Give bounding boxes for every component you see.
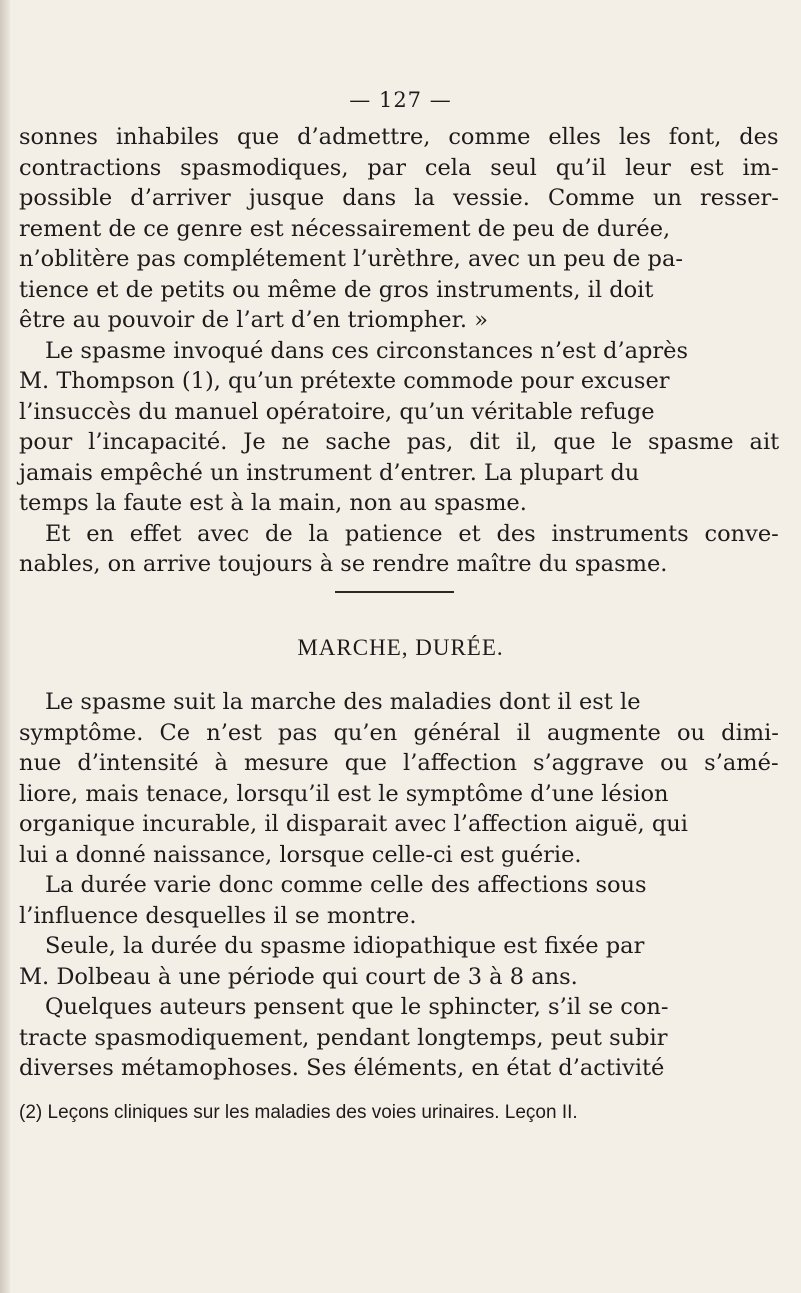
text-line: Le spasme suit la marche des maladies dont il est le <box>45 689 641 715</box>
text-line: Et en effet avec de la patience et des instruments conve- <box>45 520 779 547</box>
section-divider <box>335 591 454 593</box>
text-line: nue d’intensité à mesure que l’affection s’aggrave ou s’amé- <box>19 750 779 776</box>
text-line: diverses métamophoses. Ses éléments, en état d’activité <box>19 1055 665 1081</box>
text-line: symptôme. Ce n’est pas qu’en général il augmente ou dimi- <box>19 719 779 746</box>
paragraph <box>19 992 779 1084</box>
text-line: temps la faute est à la main, non au spasme. <box>19 490 527 516</box>
text-line: contractions spasmodiques, par cela seul qu’il leur est im- <box>19 154 779 181</box>
footnote: (2) Leçons cliniques sur les maladies des voies urinaires. Leçon II. <box>19 1102 578 1123</box>
text-line: M. Thompson (1), qu’un prétexte commode pour excuser <box>19 368 670 394</box>
text-line: Quelques auteurs pensent que le sphincter, s’il se con- <box>45 994 669 1020</box>
paragraph <box>19 336 779 519</box>
paragraph <box>19 122 779 336</box>
text-line: La durée varie donc comme celle des affections sous <box>45 872 647 898</box>
text-line: être au pouvoir de l’art d’en triompher. » <box>19 307 488 333</box>
paragraph <box>19 687 779 870</box>
text-line: Seule, la durée du spasme idiopathique est fixée par <box>45 933 645 959</box>
text-line: organique incurable, il disparait avec l’affection aiguë, qui <box>19 811 688 837</box>
body-text-top <box>19 122 779 580</box>
text-line: jamais empêché un instrument d’entrer. La plupart du <box>19 459 640 486</box>
text-line: pour l’incapacité. Je ne sache pas, dit il, que le spasme ait <box>19 429 780 455</box>
text-line: nables, on arrive toujours à se rendre maître du spasme. <box>19 551 668 577</box>
paragraph <box>19 870 779 931</box>
text-line: liore, mais tenace, lorsqu’il est le symptôme d’une lésion <box>19 780 669 807</box>
paragraph <box>19 519 779 580</box>
text-line: l’insuccès du manuel opératoire, qu’un véritable refuge <box>19 398 655 425</box>
text-line: sonnes inhabiles que d’admettre, comme elles les font, des <box>19 124 779 150</box>
text-line: Le spasme invoqué dans ces circonstances n’est d’après <box>45 337 689 364</box>
text-line: tience et de petits ou même de gros instruments, il doit <box>19 276 654 303</box>
text-line: l’influence desquelles il se montre. <box>19 902 417 929</box>
text-line: tracte spasmodiquement, pendant longtemps, peut subir <box>19 1024 668 1051</box>
paragraph <box>19 931 779 992</box>
text-line: M. Dolbeau à une période qui court de 3 à 8 ans. <box>19 963 578 990</box>
section-heading: MARCHE, DURÉE. <box>297 635 504 660</box>
page-number: — 127 — <box>349 88 452 112</box>
text-line: rement de ce genre est nécessairement de peu de durée, <box>19 215 671 242</box>
body-text-bottom <box>19 687 779 1084</box>
text-line: possible d’arriver jusque dans la vessie. Comme un resser- <box>19 185 779 211</box>
text-line: n’oblitère pas complétement l’urèthre, avec un peu de pa- <box>19 246 683 272</box>
text-line: lui a donné naissance, lorsque celle-ci est guérie. <box>19 841 582 868</box>
